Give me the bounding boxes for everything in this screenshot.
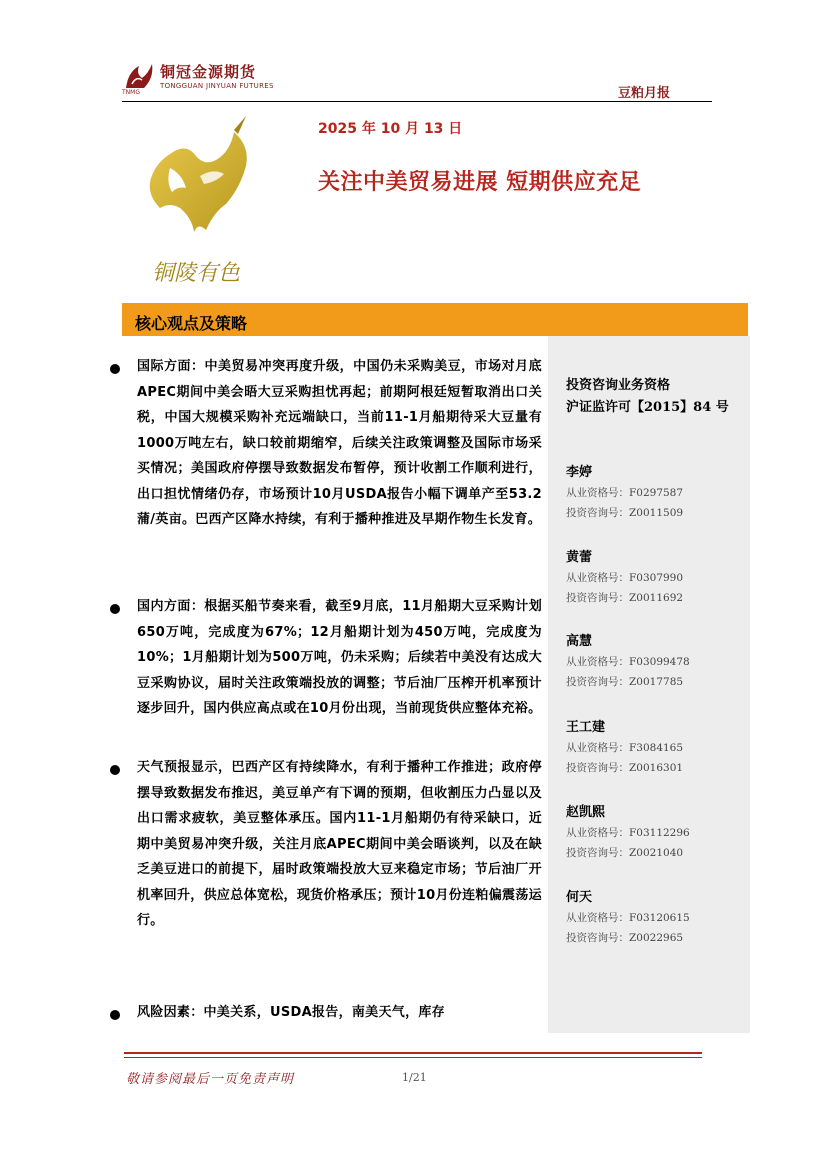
analyst-consult-id: 投资咨询号：Z0011692 xyxy=(566,592,684,604)
paragraph-risk: 风险因素：中美关系，USDA报告，南美天气，库存 xyxy=(137,1005,445,1020)
section-title: 核心观点及策略 xyxy=(135,314,248,333)
analyst-practice-id: 从业资格号：F0297587 xyxy=(566,487,684,499)
analyst-consult-id: 投资咨询号：Z0017785 xyxy=(566,676,684,688)
qualification-line-2: 沪证监许可【2015】84 号 xyxy=(566,400,729,415)
paragraph-outlook: 天气预报显示，巴西产区有持续降水，有利于播种工作推进；政府停摆导致数据发布推迟，美豆单产有下调的预期，但收割压力凸显以及出口需求疲软，美豆整体承压。国内11-1月船期仍有待采缺口，近期中美贸易冲突升级，关注月底APEC期间中美会晤谈判，以及在缺乏美豆进口的前提下，届时政策端投放大豆来稳定市场；节后油厂开机率回升，供应总体宽松，现货价格承压；预计10月份连粕偏震荡运行。 xyxy=(137,760,542,928)
analyst-name: 何天 xyxy=(566,890,593,905)
company-name-en: TONGGUAN JINYUAN FUTURES xyxy=(160,82,274,90)
qualification-line-1: 投资咨询业务资格 xyxy=(566,378,671,393)
footer-divider-thin xyxy=(124,1057,702,1058)
analyst-name: 王工建 xyxy=(566,720,606,735)
emblem-caption xyxy=(152,261,241,286)
footer-divider xyxy=(124,1052,702,1054)
analyst-practice-id: 从业资格号：F3084165 xyxy=(566,742,684,754)
company-name-cn: 铜冠金源期货 xyxy=(160,63,257,81)
analyst-name: 李婷 xyxy=(566,465,593,480)
report-date: 2025 年 10 月 13 日 xyxy=(318,121,463,137)
analyst-practice-id: 从业资格号：F0307990 xyxy=(566,572,684,584)
report-type: 豆粕月报 xyxy=(618,86,671,101)
emblem-caption-text: 铜陵有色 xyxy=(152,261,241,286)
bullet-icon xyxy=(110,765,120,775)
analyst-practice-id: 从业资格号：F03120615 xyxy=(566,912,690,924)
bullet-icon xyxy=(110,364,120,374)
tongling-emblem-icon xyxy=(134,112,269,292)
analyst-name: 赵凯熙 xyxy=(566,805,606,820)
report-title: 关注中美贸易进展 短期供应充足 xyxy=(318,170,642,195)
analyst-consult-id: 投资咨询号：Z0011509 xyxy=(566,507,684,519)
analyst-consult-id: 投资咨询号：Z0021040 xyxy=(566,847,684,859)
bullet-icon xyxy=(110,604,120,614)
analyst-consult-id: 投资咨询号：Z0016301 xyxy=(566,762,684,774)
bullet-icon xyxy=(110,1010,120,1020)
company-abbr: TNMG xyxy=(122,89,140,96)
analyst-practice-id: 从业资格号：F03112296 xyxy=(566,827,690,839)
analyst-practice-id: 从业资格号：F03099478 xyxy=(566,656,690,668)
paragraph-domestic: 国内方面：根据买船节奏来看，截至9月底，11月船期大豆采购计划650万吨，完成度为67%；12月船期计划为450万吨，完成度为10%；1月船期计划为500万吨，仍未采购；后续若中美没有达成大豆采购协议，届时关注政策端投放的调整；节后油厂压榨开机率预计逐步回升，国内供应高点或在10月份出现，当前现货供应整体充裕。 xyxy=(137,599,542,716)
paragraph-international: 国际方面：中美贸易冲突再度升级，中国仍未采购美豆，市场对月底APEC期间中美会晤大豆采购担忧再起；前期阿根廷短暂取消出口关税，中国大规模采购补充远端缺口，当前11-1月船期待采大豆量有1000万吨左右，缺口较前期缩窄，后续关注政策调整及国际市场采买情况；美国政府停摆导致数据发布暂停，预计收割工作顺利进行，出口担忧情绪仍存，市场预计10月USDA报告小幅下调单产至53.2蒲/英亩。巴西产区降水持续，有利于播种推进及早期作物生长发育。 xyxy=(137,359,542,527)
analyst-consult-id: 投资咨询号：Z0022965 xyxy=(566,932,684,944)
analyst-name: 黄蕾 xyxy=(566,550,593,565)
analyst-name: 高慧 xyxy=(566,634,593,649)
page-number: 1/21 xyxy=(402,1071,427,1084)
header-divider xyxy=(122,101,712,102)
disclaimer-note: 敬请参阅最后一页免责声明 xyxy=(126,1072,295,1087)
